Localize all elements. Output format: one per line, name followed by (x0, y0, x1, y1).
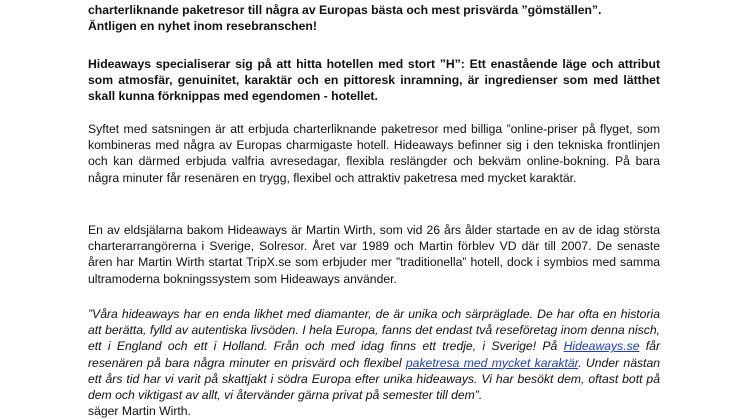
package-trip-link[interactable]: paketresa med mycket karaktär (405, 355, 579, 370)
quote-text-middle: får resenären på bara några minuter en prisvärd och flexibel (88, 339, 661, 370)
purpose-paragraph: Syftet med satsningen är att erbjuda charterliknande paketresor med billiga ”online-priser på flyget, som kombineras med några av Europas charmigaste hotell. Hideaways befinner sig i den tekniska frontlinjen och kan därmed erbjuda valfria avresedagar, flexibla reslängder och bekväm online-bokning. På bara några minuter får resenären en trygg, flexibel och attraktiv paketresa med mycket karaktär. (88, 122, 660, 185)
quote-text-end: . Under nästan ett års tid har vi varit på skattjakt i södra Europa efter unika hideaways. Vi har besökt dem, oftast bott på dem och viktigast av allt, vi återvänder gärna privat på semester till dem”. (88, 355, 661, 403)
hotel-criteria-paragraph: Hideaways specialiserar sig på att hitta hotellen med stort ”H”: Ett enastående läge och attribut som atmosfär, genuinitet, karaktär och en pittoresk inramning, är ingredienser som med lätthet skall kunna förknippas med egendomen - hotellet. (88, 57, 660, 104)
intro-paragraph (88, 2, 660, 34)
founder-paragraph: En av eldsjälarna bakom Hideaways är Martin Wirth, som vid 26 års ålder startade en av de idag största charterarrangörerna i Sverige, Solresor. Året var 1989 och Martin förblev VD där till 2007. De senaste åren har Martin Wirth startat TripX.se som erbjuder mer ”traditionella” hotell, dock i symbios med samma ultramoderna bokningssystem som Hideaways använder. (88, 223, 660, 286)
quote-paragraph (88, 306, 660, 419)
intro-line-2: Äntligen en nyhet inom resebranschen! (88, 19, 317, 34)
quote-attribution: säger Martin Wirth. (88, 404, 191, 419)
hideaways-link[interactable]: Hideaways.se (563, 339, 640, 354)
intro-line-1: charterliknande paketresor till några av Europas bästa och mest prisvärda ”gömställen”. (88, 3, 602, 17)
quote-text-start: ”Våra hideaways har en enda likhet med diamanter, de är unika och särpräglade. De har ofta en historia att berätta, fylld av autentiska livsöden. I hela Europa, fanns det endast två reseföretag inom denna nisch, ett i England och ett i Holland. Från och med idag finns ett tredje, i Sverige! På (88, 307, 660, 354)
